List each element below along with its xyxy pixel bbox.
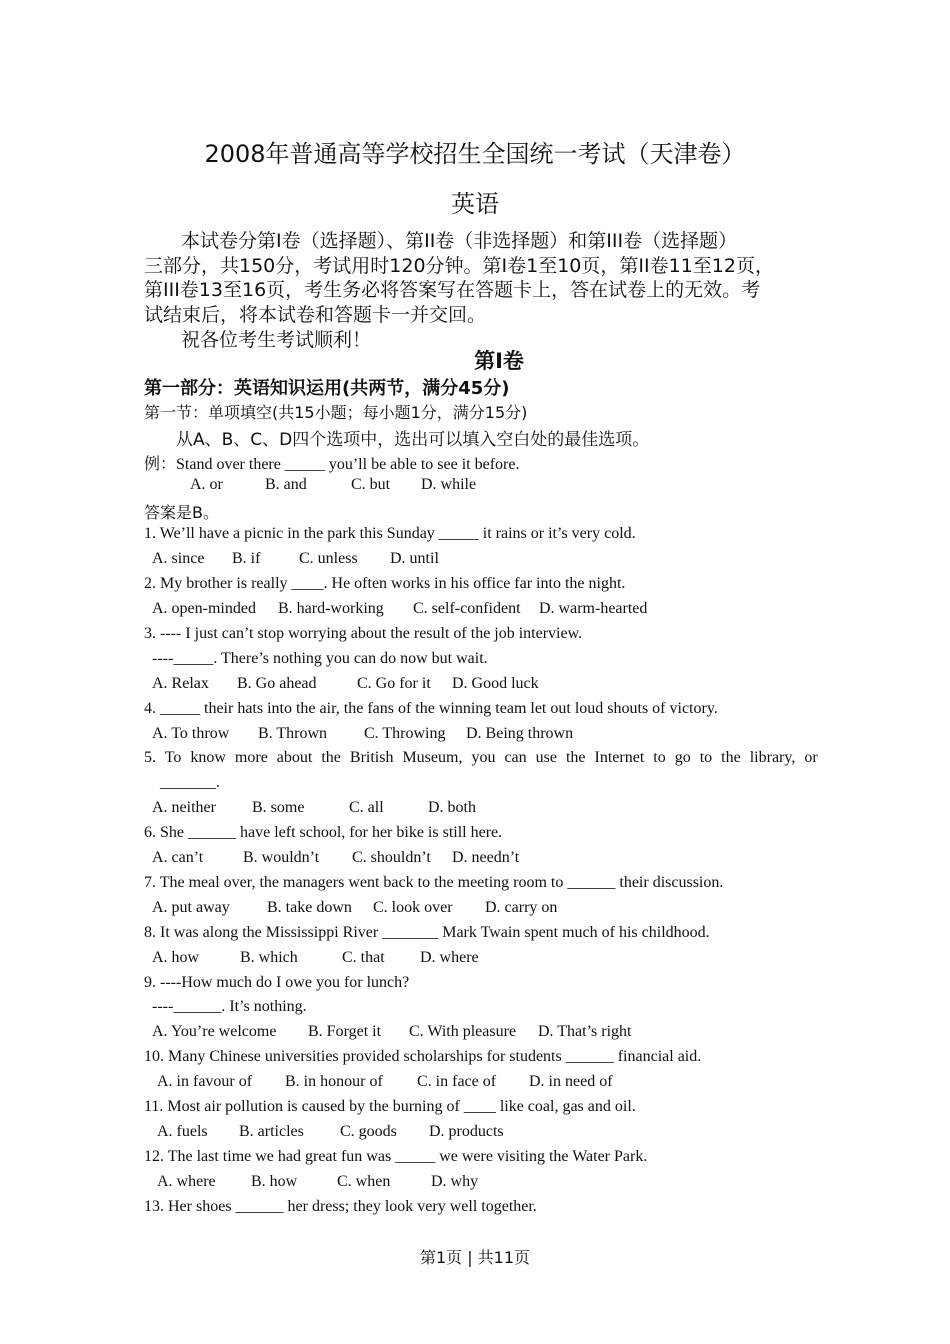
question-3-option-b: B. Go ahead bbox=[237, 675, 317, 692]
question-10-stem: 10. Many Chinese universities provided scholarships for students ______ financial aid. bbox=[144, 1048, 702, 1065]
question-7-option-a: A. put away bbox=[152, 899, 230, 916]
question-2-option-d: D. warm-hearted bbox=[539, 600, 648, 617]
question-1-option-d: D. until bbox=[390, 550, 439, 567]
example-option-a: A. or bbox=[190, 476, 223, 493]
question-6-stem: 6. She ______ have left school, for her bike is still here. bbox=[144, 824, 503, 841]
question-12-option-c: C. when bbox=[337, 1173, 391, 1190]
question-6-option-a: A. can’t bbox=[152, 849, 204, 866]
question-4-option-b: B. Thrown bbox=[258, 725, 328, 742]
question-9-option-b: B. Forget it bbox=[308, 1023, 382, 1040]
question-11-option-a: A. fuels bbox=[157, 1123, 208, 1140]
example-option-c: C. but bbox=[351, 476, 391, 493]
question-8-stem: 8. It was along the Mississippi River _______ Mark Twain spent much of his childhood. bbox=[144, 924, 710, 941]
question-10-option-d: D. in need of bbox=[529, 1073, 613, 1090]
question-5-option-d: D. both bbox=[428, 799, 476, 816]
question-10-option-a: A. in favour of bbox=[157, 1073, 253, 1090]
page-footer: 第1页 | 共11页 bbox=[419, 1248, 531, 1267]
intro-line-2: 三部分，共150分，考试用时120分钟。第Ⅰ卷1至10页，第II卷11至12页， bbox=[144, 255, 774, 277]
example-answer: 答案是B。 bbox=[144, 503, 219, 522]
question-11-option-b: B. articles bbox=[239, 1123, 304, 1140]
question-11-option-c: C. goods bbox=[340, 1123, 397, 1140]
question-3-option-a: A. Relax bbox=[152, 675, 209, 692]
example-option-d: D. while bbox=[421, 476, 477, 493]
question-13-stem: 13. Her shoes ______ her dress; they look very well together. bbox=[144, 1198, 537, 1215]
question-8-option-c: C. that bbox=[342, 949, 385, 966]
question-2-option-c: C. self-confident bbox=[413, 600, 521, 617]
question-1-stem: 1. We’ll have a picnic in the park this Sunday _____ it rains or it’s very cold. bbox=[144, 525, 636, 542]
question-5-option-a: A. neither bbox=[152, 799, 216, 816]
question-6-option-c: C. shouldn’t bbox=[352, 849, 431, 866]
example-stem: 例：Stand over there _____ you’ll be able to see it before. bbox=[144, 456, 520, 473]
subject-title: 英语 bbox=[451, 190, 499, 218]
example-option-b: B. and bbox=[265, 476, 307, 493]
question-9-stem: 9. ----How much do I owe you for lunch? bbox=[144, 974, 410, 991]
question-3-stem-reply: ----_____. There’s nothing you can do now but wait. bbox=[152, 650, 488, 667]
question-9-stem-reply: ----______. It’s nothing. bbox=[152, 998, 307, 1015]
question-8-option-b: B. which bbox=[240, 949, 298, 966]
question-5-stem-continued: _______. bbox=[160, 774, 220, 791]
question-5-option-c: C. all bbox=[349, 799, 384, 816]
section-heading: 第一节：单项填空(共15小题；每小题1分，满分15分) bbox=[144, 403, 528, 422]
question-7-option-b: B. take down bbox=[267, 899, 352, 916]
question-9-option-a: A. You’re welcome bbox=[152, 1023, 277, 1040]
question-4-option-d: D. Being thrown bbox=[466, 725, 574, 742]
question-8-option-a: A. how bbox=[152, 949, 200, 966]
question-11-option-d: D. products bbox=[429, 1123, 504, 1140]
volume-heading: 第Ⅰ卷 bbox=[474, 349, 524, 373]
question-4-option-a: A. To throw bbox=[152, 725, 230, 742]
question-3-stem: 3. ---- I just can’t stop worrying about the result of the job interview. bbox=[144, 625, 583, 642]
question-11-stem: 11. Most air pollution is caused by the burning of ____ like coal, gas and oil. bbox=[144, 1098, 636, 1115]
question-4-option-c: C. Throwing bbox=[364, 725, 446, 742]
question-12-stem: 12. The last time we had great fun was _____ we were visiting the Water Park. bbox=[144, 1148, 648, 1165]
question-7-option-c: C. look over bbox=[373, 899, 453, 916]
question-12-option-a: A. where bbox=[157, 1173, 216, 1190]
question-2-option-b: B. hard-working bbox=[278, 600, 384, 617]
question-9-option-d: D. That’s right bbox=[538, 1023, 632, 1040]
question-2-option-a: A. open-minded bbox=[152, 600, 256, 617]
question-8-option-d: D. where bbox=[420, 949, 479, 966]
question-7-stem: 7. The meal over, the managers went back to the meeting room to ______ their discussion. bbox=[144, 874, 724, 891]
question-3-option-c: C. Go for it bbox=[357, 675, 431, 692]
question-12-option-d: D. why bbox=[431, 1173, 479, 1190]
question-10-option-c: C. in face of bbox=[417, 1073, 497, 1090]
section-instruction: 从A、B、C、D四个选项中，选出可以填入空白处的最佳选项。 bbox=[176, 430, 650, 450]
question-4-stem: 4. _____ their hats into the air, the fans of the winning team let out loud shouts of victory. bbox=[144, 700, 718, 717]
question-6-option-b: B. wouldn’t bbox=[243, 849, 320, 866]
question-6-option-d: D. needn’t bbox=[452, 849, 520, 866]
question-1-option-b: B. if bbox=[232, 550, 261, 567]
intro-line-4: 试结束后，将本试卷和答题卡一并交回。 bbox=[144, 304, 487, 326]
part-heading: 第一部分：英语知识运用(共两节，满分45分) bbox=[144, 378, 510, 399]
exam-title: 2008年普通高等学校招生全国统一考试（天津卷） bbox=[204, 140, 746, 168]
question-2-stem: 2. My brother is really ____. He often works in his office far into the night. bbox=[144, 575, 626, 592]
intro-line-1: 本试卷分第Ⅰ卷（选择题）、第ⅠI卷（非选择题）和第ⅠII卷（选择题） bbox=[181, 230, 738, 252]
question-5-option-b: B. some bbox=[252, 799, 305, 816]
question-5-stem: 5. To know more about the British Museum, you can use the Internet to go to the library, or bbox=[144, 749, 818, 766]
question-7-option-d: D. carry on bbox=[485, 899, 558, 916]
intro-line-3: 第III卷13至16页，考生务必将答案写在答题卡上，答在试卷上的无效。考 bbox=[144, 279, 761, 301]
question-1-option-a: A. since bbox=[152, 550, 205, 567]
question-3-option-d: D. Good luck bbox=[452, 675, 539, 692]
question-10-option-b: B. in honour of bbox=[285, 1073, 383, 1090]
question-1-option-c: C. unless bbox=[299, 550, 358, 567]
question-9-option-c: C. With pleasure bbox=[409, 1023, 517, 1040]
question-12-option-b: B. how bbox=[251, 1173, 298, 1190]
intro-wish: 祝各位考生考试顺利！ bbox=[181, 329, 372, 351]
